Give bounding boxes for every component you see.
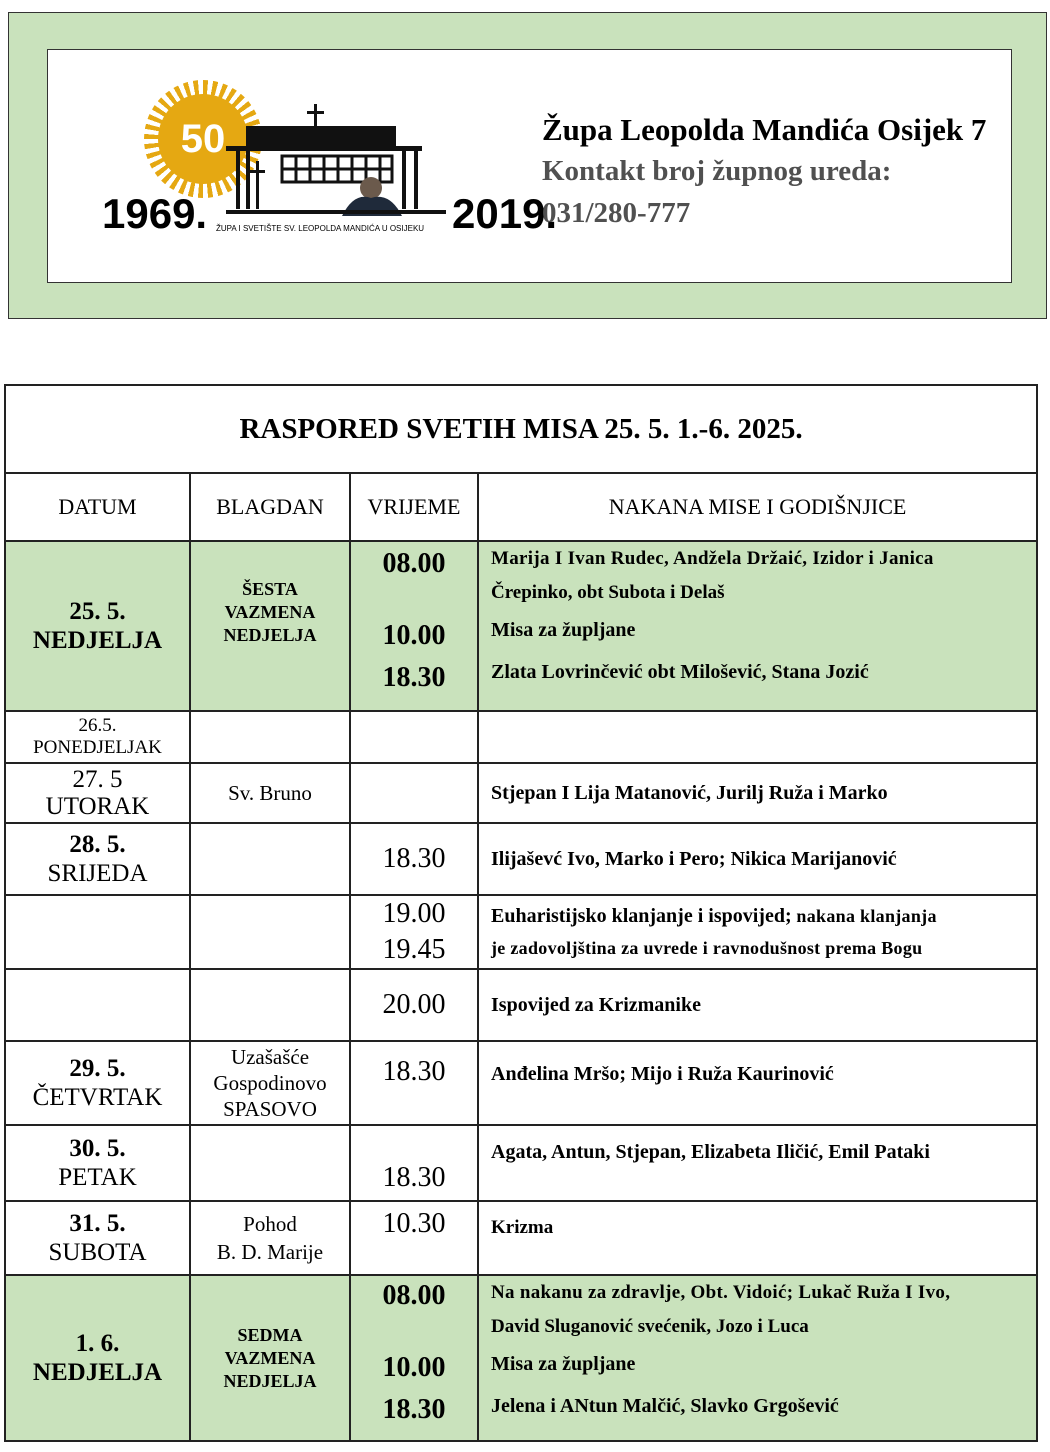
table-row — [5, 1041, 1037, 1125]
feast-cell — [190, 711, 350, 763]
feast-line: Uzašašće — [230, 1045, 310, 1069]
date-cell — [5, 1201, 190, 1275]
intention-cell: Stjepan I Lija Matanović, Jurilj Ruža i Marko — [478, 763, 1037, 823]
date: 28. 5. — [69, 831, 126, 858]
feast-cell — [190, 1275, 350, 1441]
column-header: DATUM — [5, 473, 190, 541]
table-row — [5, 711, 1037, 763]
date-cell — [5, 1275, 190, 1441]
church-icon — [226, 104, 446, 216]
weekday: NEDJELJA — [32, 627, 163, 654]
mass-schedule-table — [4, 384, 1038, 1442]
intention-note: je zadovoljština za uvrede i ravnodušnost prema Bogu — [491, 938, 923, 958]
feast-line: NEDJELJA — [223, 625, 317, 645]
intention-line: David Sluganović svećenik, Jozo i Luca — [491, 1316, 809, 1337]
weekday: PETAK — [58, 1164, 137, 1191]
date: 27. 5 — [72, 766, 123, 793]
date: 31. 5. — [69, 1210, 126, 1237]
year-end: 2019. — [452, 190, 558, 237]
feast-line: VAZMENA — [224, 1348, 316, 1368]
date-cell — [5, 541, 190, 711]
intention-note: nakana klanjanja — [791, 906, 937, 926]
table-row — [5, 895, 1037, 969]
table-row — [5, 969, 1037, 1041]
table-row — [5, 1201, 1037, 1275]
mass-time: 18.30 — [350, 823, 478, 895]
intention-cell — [478, 541, 1037, 711]
date: 29. 5. — [69, 1055, 126, 1082]
weekday: SUBOTA — [48, 1239, 147, 1266]
intention-cell: Ispovijed za Krizmanike — [478, 969, 1037, 1041]
table-header-row — [5, 473, 1037, 541]
parish-name: Župa Leopolda Mandića Osijek 7 — [542, 112, 987, 147]
intention-cell: Agata, Antun, Stjepan, Elizabeta Iličić, Emil Pataki — [478, 1125, 1037, 1201]
anniversary-number: 50 — [158, 94, 248, 184]
table-title-row — [5, 385, 1037, 473]
mass-time: 18.30 — [382, 1394, 446, 1425]
intention-cell — [478, 1275, 1037, 1441]
schedule-title: RASPORED SVETIH MISA 25. 5. 1.-6. 2025. — [5, 385, 1037, 473]
time-cell — [350, 763, 478, 823]
feast-line: NEDJELJA — [223, 1371, 317, 1391]
feast-line: ŠESTA — [242, 579, 298, 599]
weekday: ČETVRTAK — [32, 1084, 163, 1111]
feast-cell — [190, 1041, 350, 1125]
feast-line: SEDMA — [237, 1325, 303, 1345]
feast-cell: Sv. Bruno — [190, 763, 350, 823]
intention-main: Euharistijsko klanjanje i ispovijed; — [491, 905, 792, 927]
feast-cell — [190, 541, 350, 711]
intention-line: Misa za župljane — [491, 619, 636, 641]
feast-cell — [190, 1125, 350, 1201]
date: 1. 6. — [75, 1330, 120, 1357]
mass-time: 18.30 — [350, 1041, 478, 1125]
feast-cell — [190, 823, 350, 895]
table-row — [5, 763, 1037, 823]
intention-line: Na nakanu za zdravlje, Obt. Vidoić; Lukač Ruža I Ivo, — [491, 1282, 951, 1303]
parish-logo — [98, 80, 558, 270]
mass-time: 08.00 — [382, 1280, 446, 1311]
date-cell — [5, 1125, 190, 1201]
feast-cell — [190, 969, 350, 1041]
intention-cell — [478, 895, 1037, 969]
intention-line: Jelena i ANtun Malčić, Slavko Grgošević — [491, 1395, 839, 1417]
weekday: PONEDJELJAK — [33, 737, 162, 758]
date: 25. 5. — [69, 598, 126, 625]
weekday: NEDJELJA — [32, 1359, 163, 1386]
intention-line: Misa za župljane — [491, 1353, 636, 1375]
time-cell — [350, 895, 478, 969]
feast-line: Pohod — [243, 1212, 297, 1236]
feast-line: B. D. Marije — [216, 1240, 324, 1264]
column-header: NAKANA MISE I GODIŠNJICE — [478, 473, 1037, 541]
mass-time: 10.00 — [382, 1352, 446, 1383]
feast-line: VAZMENA — [224, 602, 316, 622]
date-cell — [5, 969, 190, 1041]
intention-line: Marija I Ivan Rudec, Andžela Držaić, Izidor i Janica — [491, 548, 934, 569]
contact-label: Kontakt broj župnog ureda: — [542, 155, 892, 187]
mass-time: 19.00 — [382, 898, 446, 929]
date: 30. 5. — [69, 1135, 126, 1162]
date-cell — [5, 1041, 190, 1125]
time-cell — [350, 541, 478, 711]
column-header: VRIJEME — [350, 473, 478, 541]
header-banner — [8, 12, 1047, 319]
column-header: BLAGDAN — [190, 473, 350, 541]
mass-time: 20.00 — [350, 969, 478, 1041]
feast-line: Gospodinovo — [213, 1071, 327, 1095]
feast-line: SPASOVO — [223, 1097, 317, 1121]
intention-cell: Anđelina Mršo; Mijo i Ruža Kaurinović — [478, 1041, 1037, 1125]
table-row — [5, 1275, 1037, 1441]
mass-time: 10.30 — [350, 1201, 478, 1275]
table-row — [5, 1125, 1037, 1201]
mass-time: 18.30 — [382, 662, 446, 693]
parish-info — [542, 110, 986, 234]
mass-time: 10.00 — [382, 620, 446, 651]
mass-time: 19.45 — [382, 934, 446, 965]
feast-cell — [190, 895, 350, 969]
contact-phone: 031/280-777 — [542, 197, 691, 229]
intention-line: Črepinko, obt Subota i Delaš — [491, 582, 725, 603]
weekday: UTORAK — [45, 793, 150, 820]
year-start: 1969. — [102, 190, 208, 237]
header-card — [47, 49, 1012, 283]
weekday: SRIJEDA — [47, 860, 148, 887]
feast-cell — [190, 1201, 350, 1275]
logo-caption: ŽUPA I SVETIŠTE SV. LEOPOLDA MANDIĆA U OSIJEKU — [216, 224, 425, 233]
date-cell — [5, 711, 190, 763]
time-cell — [350, 711, 478, 763]
date-cell — [5, 763, 190, 823]
intention-cell: Krizma — [478, 1201, 1037, 1275]
intention-cell — [478, 711, 1037, 763]
mass-time: 08.00 — [382, 548, 446, 579]
mass-time: 18.30 — [350, 1125, 478, 1201]
intention-line: Zlata Lovrinčević obt Milošević, Stana Jozić — [491, 661, 869, 683]
table-row — [5, 541, 1037, 711]
date-cell — [5, 823, 190, 895]
table-row — [5, 823, 1037, 895]
date: 26.5. — [78, 715, 117, 736]
date-cell — [5, 895, 190, 969]
time-cell — [350, 1275, 478, 1441]
intention-cell: Ilijaševć Ivo, Marko i Pero; Nikica Marijanović — [478, 823, 1037, 895]
